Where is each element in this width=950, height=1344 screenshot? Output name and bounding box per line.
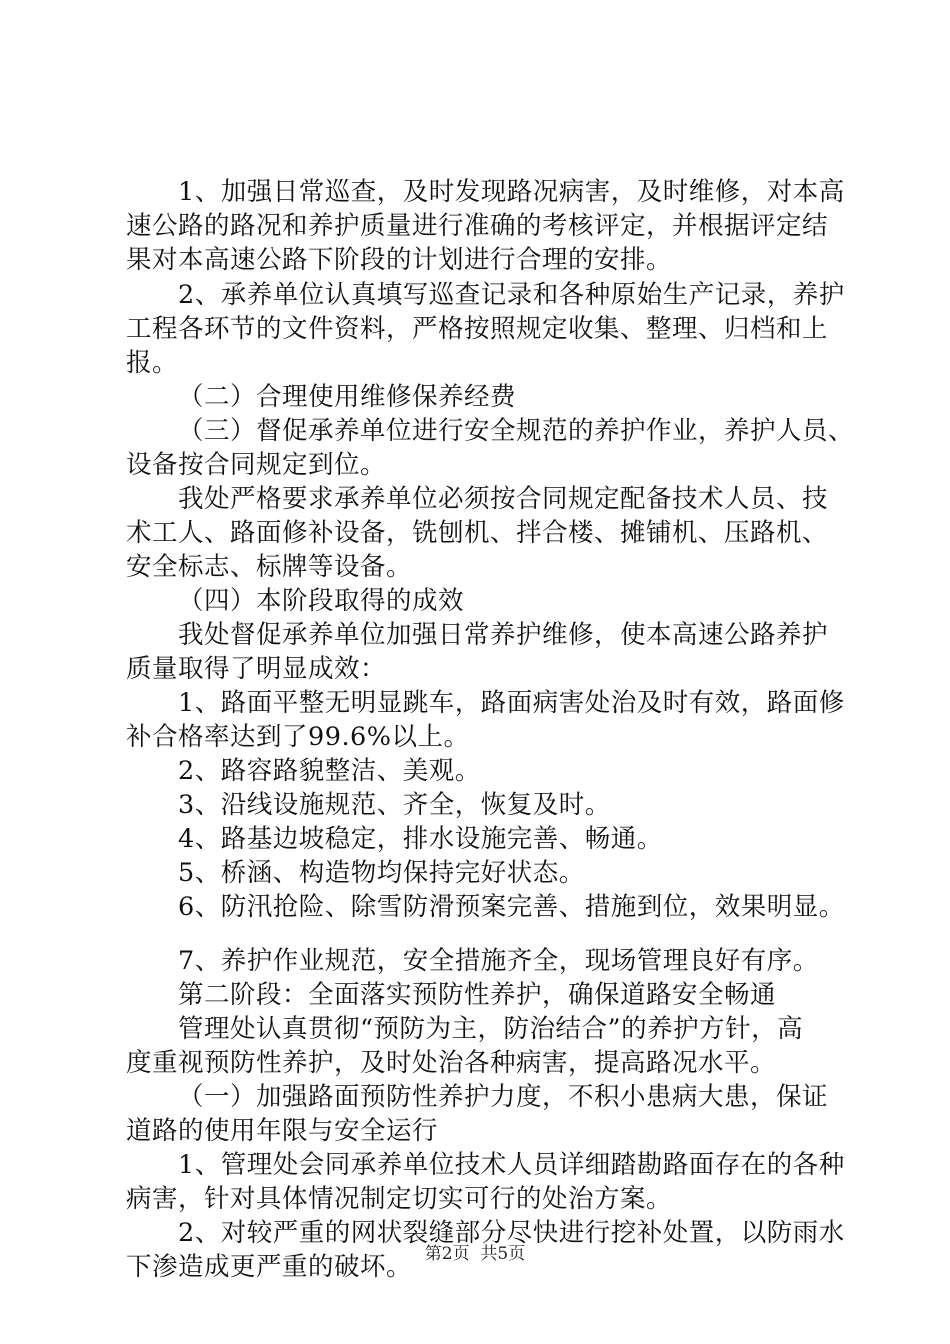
list-item: 3、沿线设施规范、齐全，恢复及时。	[178, 790, 611, 820]
text-line: 速公路的路况和养护质量进行准确的考核评定，并根据评定结	[126, 211, 829, 241]
text-line: 术工人、路面修补设备，铣刨机、拌合楼、摊铺机、压路机、	[126, 518, 829, 548]
list-item: 7、养护作业规范，安全措施齐全，现场管理良好有序。	[178, 946, 819, 976]
list-item: 6、防汛抢险、除雪防滑预案完善、措施到位，效果明显。	[178, 892, 845, 922]
page-number: 第2页 共5页	[424, 1244, 526, 1264]
text-line: 设备按合同规定到位。	[126, 450, 387, 480]
text-line: 我处督促承养单位加强日常养护维修，使本高速公路养护	[178, 620, 829, 650]
text-line: 度重视预防性养护，及时处治各种病害，提高路况水平。	[126, 1048, 777, 1078]
text-line: 补合格率达到了99.6%以上。	[126, 722, 470, 752]
text-line: 2、对较严重的网状裂缝部分尽快进行挖补处置，以防雨水	[178, 1218, 845, 1248]
text-line: 1、管理处会同承养单位技术人员详细踏勘路面存在的各种	[178, 1150, 845, 1180]
text-line: 道路的使用年限与安全运行	[126, 1116, 439, 1146]
list-item: 5、桥涵、构造物均保持完好状态。	[178, 858, 585, 888]
page-footer	[0, 1243, 950, 1265]
text-line: 我处严格要求承养单位必须按合同规定配备技术人员、技	[178, 484, 829, 514]
text-line: 管理处认真贯彻“预防为主，防治结合”的养护方针，高	[178, 1014, 804, 1044]
section-heading: （四）本阶段取得的成效	[178, 586, 465, 616]
section-heading: （一）加强路面预防性养护力度，不积小患病大患，保证	[178, 1082, 829, 1112]
section-heading: 第二阶段：全面落实预防性养护，确保道路安全畅通	[178, 980, 777, 1010]
section-heading: （三）督促承养单位进行安全规范的养护作业，养护人员、	[178, 416, 855, 446]
text-line: 1、路面平整无明显跳车，路面病害处治及时有效，路面修	[178, 688, 845, 718]
text-line: 病害，针对具体情况制定切实可行的处治方案。	[126, 1184, 673, 1214]
text-line: 质量取得了明显成效：	[126, 654, 387, 684]
text-line: 果对本高速公路下阶段的计划进行合理的安排。	[126, 245, 673, 275]
text-line: 下渗造成更严重的破坏。	[126, 1252, 413, 1282]
text-line: 工程各环节的文件资料，严格按照规定收集、整理、归档和上	[126, 314, 829, 344]
text-line: 报。	[126, 348, 179, 378]
list-item: 4、路基边坡稳定，排水设施完善、畅通。	[178, 824, 663, 854]
text-line: 2、承养单位认真填写巡查记录和各种原始生产记录，养护	[178, 280, 845, 310]
section-heading: （二）合理使用维修保养经费	[178, 382, 517, 412]
list-item: 2、路容路貌整洁、美观。	[178, 756, 481, 786]
text-line: 1、加强日常巡查，及时发现路况病害，及时维修，对本高	[178, 177, 845, 207]
text-line: 安全标志、标牌等设备。	[126, 552, 413, 582]
